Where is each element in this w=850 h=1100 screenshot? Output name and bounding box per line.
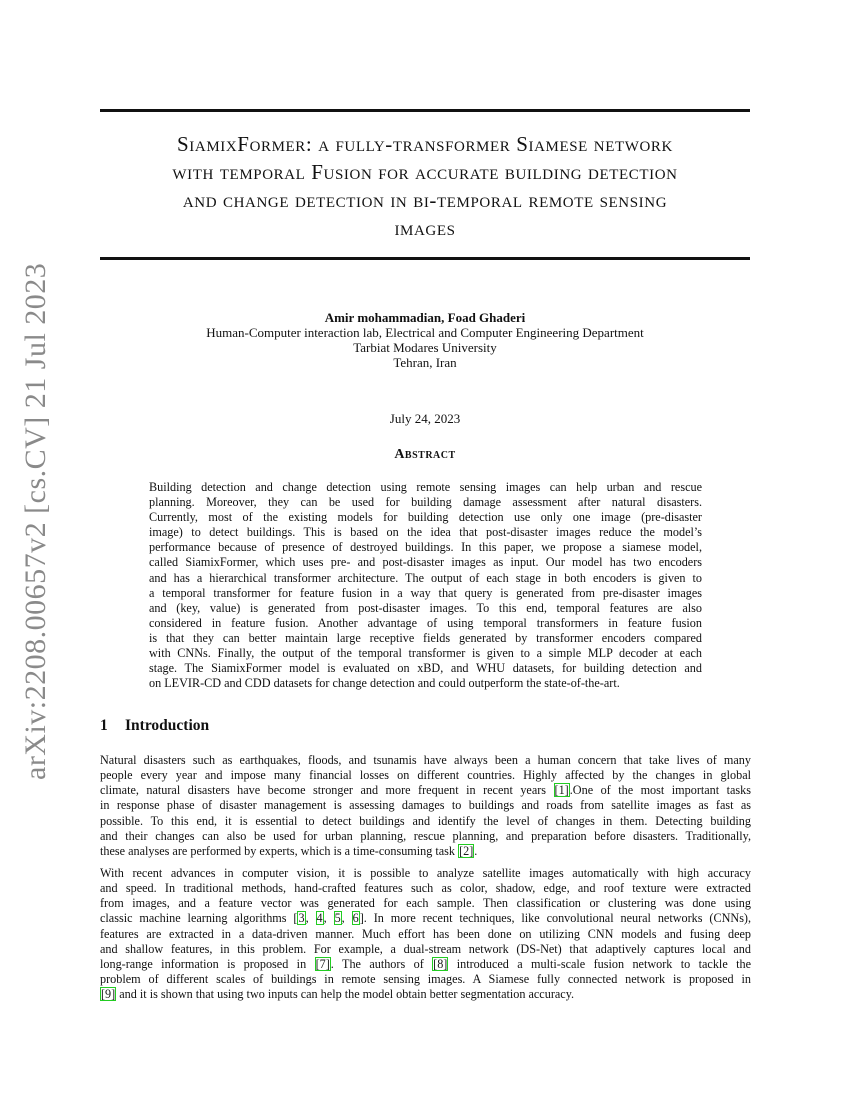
affiliation-line: Tehran, Iran xyxy=(393,355,457,370)
text-span: .One of the most important tasks xyxy=(569,783,752,798)
abstract-heading: Abstract xyxy=(394,447,456,462)
affiliation-line: Tarbiat Modares University xyxy=(353,340,497,355)
text-line: problem of different scales of buildings in remote sensing images. A Siamese fully connected network is proposed in xyxy=(100,972,751,987)
citation-link[interactable]: 5 xyxy=(334,911,341,926)
author-block xyxy=(100,310,750,370)
citation-link[interactable]: [1] xyxy=(554,783,569,798)
text-line: Natural disasters such as earthquakes, floods, and tsunamis have always been a human concern that take lives of many xyxy=(100,753,751,767)
text-span: long-range information is proposed in xyxy=(100,956,315,971)
abstract-line: performance because of presence of destroyed buildings. In this paper, we propose a siamese model, xyxy=(149,540,702,555)
arxiv-identifier: arXiv:2208.00657v2 [cs.CV] 21 Jul 2023 xyxy=(19,262,52,780)
citation-link[interactable]: 4 xyxy=(316,911,323,926)
section-title: Introduction xyxy=(125,717,210,734)
abstract-line: with CNNs. Finally, the output of the temporal transformer is given to a simple MLP decoder at each xyxy=(149,646,702,661)
citation-link[interactable]: [2] xyxy=(459,843,474,858)
text-line: possible. To this end, it is essential to detect buildings and identify the level of changes in them. Detecting building xyxy=(100,813,751,828)
text-line xyxy=(100,844,751,859)
citation-link[interactable]: [8] xyxy=(433,956,448,971)
text-span: . xyxy=(474,843,478,858)
text-line: in response phase of disaster management is assessing damages to buildings and roads from satellite images as fast as xyxy=(100,798,751,813)
text-span: and it is shown that using two inputs can help the model obtain better segmentation accuracy. xyxy=(116,987,575,1002)
text-span: introduced a multi-scale fusion network to tackle the xyxy=(448,956,751,971)
text-line: and shallow features, in this problem. For example, a dual-stream network (DS-Net) that adaptively captures local and xyxy=(100,941,751,956)
text-line: from images, and a feature vector was generated for each sample. Then classification or clustering was done using xyxy=(100,896,751,911)
abstract-line: and (key, value) is generated from post-disaster images. To this end, temporal features are also xyxy=(149,600,702,615)
section-number: 1 xyxy=(100,717,108,734)
paper-title xyxy=(100,130,750,242)
author-names: Amir mohammadian, Foad Ghaderi xyxy=(324,310,526,325)
title-line: and change detection in bi-temporal remote sensing xyxy=(182,188,668,212)
intro-paragraph-1 xyxy=(100,753,751,859)
abstract-line: stage. The SiamixFormer model is evaluated on xBD, and WHU datasets, for building detection and xyxy=(149,661,702,676)
title-line: images xyxy=(394,216,456,240)
text-line xyxy=(100,987,751,1002)
abstract-line: on LEVIR-CD and CDD datasets for change detection and could outperform the state-of-the-art. xyxy=(149,676,620,691)
citation-link[interactable]: [9] xyxy=(101,987,116,1002)
title-bottom-rule xyxy=(100,257,750,260)
text-span: classic machine learning algorithms [ xyxy=(100,911,298,926)
paper-date: July 24, 2023 xyxy=(389,411,461,426)
abstract-line: considered in feature fusion. Another advantage of using temporal transformers in feature fusion xyxy=(149,615,702,630)
citation-link[interactable]: 3 xyxy=(298,911,305,926)
text-line: With recent advances in computer vision, it is possible to analyze satellite images automatically with high accuracy xyxy=(100,866,751,880)
abstract-body xyxy=(149,480,702,691)
citation-link[interactable]: 6 xyxy=(352,911,359,926)
abstract-line: called SiamixFormer, which uses pre- and post-disaster images as input. Our model has two encoders xyxy=(149,555,702,570)
abstract-line: is that they can better maintain large receptive fields generated by transformer encoders compared xyxy=(149,630,702,645)
title-line: SiamixFormer: a fully-transformer Siamese network xyxy=(177,132,673,156)
text-span: climate, natural disasters have become stronger and more frequent in recent years xyxy=(100,783,554,798)
text-line: people every year and impose many financial losses on different countries. Highly affected by the changes in global xyxy=(100,768,751,783)
text-span: these analyses are performed by experts, which is a time-consuming task xyxy=(100,843,459,858)
title-top-rule xyxy=(100,109,750,112)
abstract-line: Currently, most of the existing models for building detection use only one image (pre-disaster xyxy=(149,510,702,525)
abstract-line: and has a hierarchical transformer architecture. The output of each stage in both encoders is given to xyxy=(149,570,702,585)
title-line: with temporal Fusion for accurate building detection xyxy=(172,160,678,184)
abstract-line: planning. Moreover, they can be used for building damage assessment after natural disasters. xyxy=(149,495,702,510)
text-span: ]. In more recent techniques, like convolutional neural networks (CNNs), xyxy=(359,911,752,926)
text-span: . The authors of xyxy=(330,956,433,971)
abstract-line: a temporal transformer for feature fusion in a way that query is generated from pre-disaster images xyxy=(149,585,702,600)
abstract-line: image) to detect buildings. This is based on the idea that post-disaster images reduce the model’s xyxy=(149,525,702,540)
citation-link[interactable]: [7] xyxy=(315,956,330,971)
affiliation-line: Human-Computer interaction lab, Electrical and Computer Engineering Department xyxy=(206,325,644,340)
text-line: classic machine learning algorithms [3, 4, 5, 6]. In more recent techniques, like convolutional neural networks (CNNs), xyxy=(100,911,752,926)
text-line: features are extracted in a data-driven manner. Much effort has been done on utilizing CNN models and fusing deep xyxy=(100,926,751,941)
intro-paragraph-2 xyxy=(100,866,751,1002)
text-line: and their changes can also be used for urban planning, rescue planning, and preparation before disasters. Traditionally, xyxy=(100,828,751,843)
text-line: and speed. In traditional methods, hand-crafted features such as color, shadow, edge, and roof texture were extracted xyxy=(100,881,751,896)
section-heading xyxy=(100,717,209,735)
text-line xyxy=(100,957,751,972)
text-line xyxy=(100,783,751,798)
abstract-line: Building detection and change detection using remote sensing images can help urban and rescue xyxy=(149,480,702,494)
